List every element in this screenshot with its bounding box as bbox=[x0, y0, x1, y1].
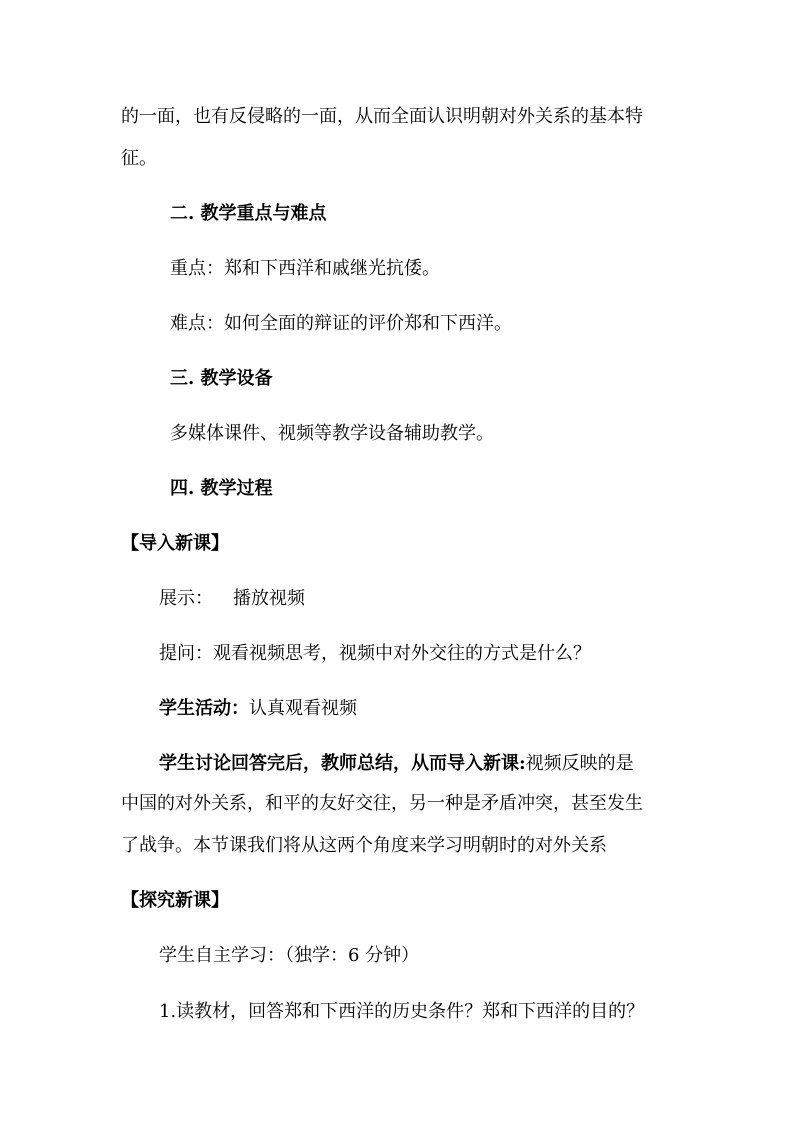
equipment-text: 多媒体课件、视频等教学设备辅助教学。 bbox=[170, 423, 494, 444]
discussion-line-1 bbox=[159, 752, 634, 776]
show-label: 展示： bbox=[159, 588, 213, 609]
discussion-line-2: 中国的对外关系，和平的友好交往，另一种是矛盾冲突，甚至发生 bbox=[121, 793, 643, 814]
section-2-heading: 二. 教学重点与难点 bbox=[170, 203, 327, 224]
self-study-text: 学生自主学习：（独学：6 分钟） bbox=[159, 945, 420, 966]
section-3-heading: 三. 教学设备 bbox=[170, 368, 273, 389]
discussion-text-1: 视频反映的是 bbox=[525, 753, 634, 774]
discussion-line-3: 了战争。本节课我们将从这两个角度来学习明朝时的对外关系 bbox=[121, 835, 607, 856]
student-activity-row bbox=[159, 697, 357, 721]
show-content: 播放视频 bbox=[233, 588, 305, 609]
intro-line-1: 的一面，也有反侵略的一面，从而全面认识明朝对外关系的基本特 bbox=[121, 106, 643, 127]
key-point: 重点：郑和下西洋和戚继光抗倭。 bbox=[170, 258, 440, 279]
question-text: 提问：观看视频思考，视频中对外交往的方式是什么？ bbox=[159, 643, 591, 664]
intro-lesson-heading: 【导入新课】 bbox=[121, 533, 229, 554]
student-activity-content: 认真观看视频 bbox=[249, 698, 357, 719]
difficult-point: 难点：如何全面的辩证的评价郑和下西洋。 bbox=[170, 313, 512, 334]
task-1-text: 1.读教材，回答郑和下西洋的历史条件？郑和下西洋的目的？ bbox=[159, 1001, 645, 1022]
intro-line-2: 征。 bbox=[121, 148, 157, 169]
section-4-heading: 四. 教学过程 bbox=[170, 478, 273, 499]
show-row bbox=[159, 587, 305, 611]
discussion-bold-lead: 学生讨论回答完后，教师总结，从而导入新课: bbox=[159, 753, 526, 774]
student-activity-label: 学生活动： bbox=[159, 698, 249, 719]
explore-heading: 【探究新课】 bbox=[121, 890, 229, 911]
